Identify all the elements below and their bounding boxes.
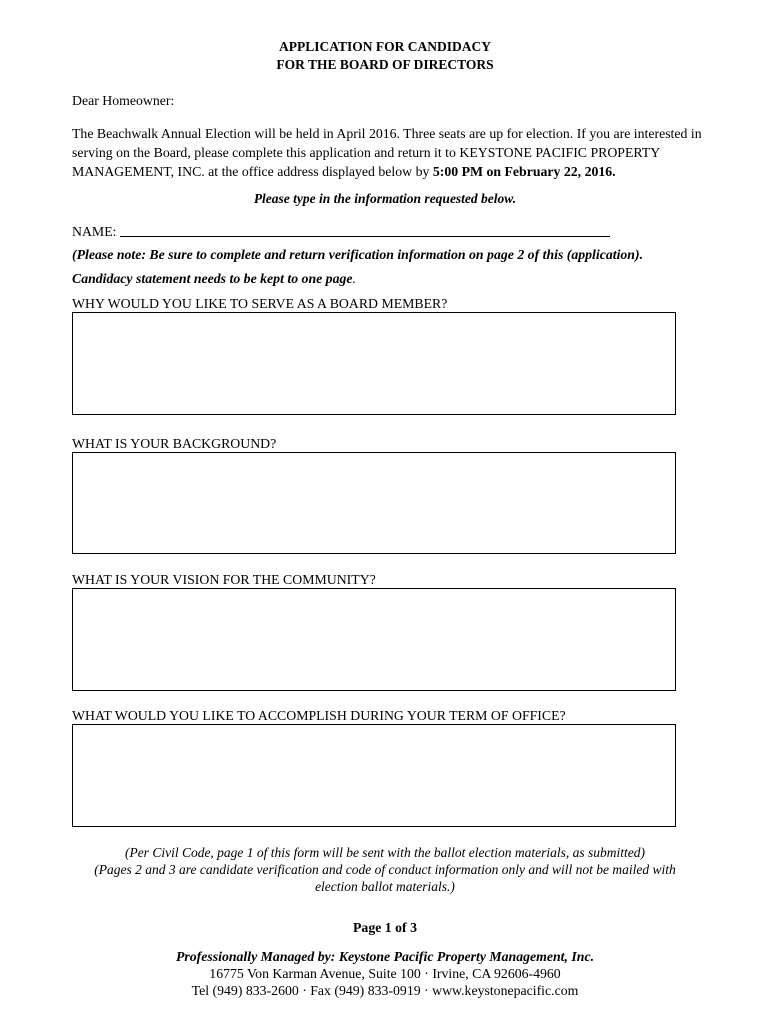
verification-note <box>72 247 643 263</box>
pages-note-continued: election ballot materials.) <box>315 879 455 894</box>
name-input[interactable] <box>120 222 610 237</box>
question-serve-label: WHY WOULD YOU LIKE TO SERVE AS A BOARD MEMBER? <box>72 296 448 311</box>
pages-note: (Pages 2 and 3 are candidate verification and code of conduct information only and will not be mailed with <box>94 862 676 877</box>
candidacy-note-period: . <box>352 271 356 286</box>
instruction-text: Please type in the information requested below. <box>253 191 517 206</box>
answer-serve-box[interactable] <box>72 312 676 415</box>
intro-paragraph <box>72 124 712 181</box>
form-title-line-1: APPLICATION FOR CANDIDACY <box>279 39 491 54</box>
question-vision-label: WHAT IS YOUR VISION FOR THE COMMUNITY? <box>72 572 376 587</box>
intro-text: The Beachwalk Annual Election will be held in April 2016. Three seats are up for election. If you are interested in serving on the Board, please complete this application and return it to KEYSTONE PACIFIC PROPERTY MANAGEMENT, INC. at the office address displayed below by <box>72 126 702 179</box>
question-background-label: WHAT IS YOUR BACKGROUND? <box>72 436 277 451</box>
form-title-line-2: FOR THE BOARD OF DIRECTORS <box>276 57 494 72</box>
question-accomplish-label: WHAT WOULD YOU LIKE TO ACCOMPLISH DURING YOUR TERM OF OFFICE? <box>72 708 566 723</box>
greeting: Dear Homeowner: <box>72 93 175 108</box>
civil-code-note: (Per Civil Code, page 1 of this form will be sent with the ballot election materials, as submitted) <box>124 845 646 860</box>
answer-accomplish-box[interactable] <box>72 724 676 827</box>
deadline-text: 5:00 PM on February 22, 2016. <box>432 164 616 179</box>
instruction <box>0 191 770 207</box>
management-contact: Tel (949) 833-2600 · Fax (949) 833-0919 · www.keystonepacific.com <box>191 983 579 998</box>
management-address: 16775 Von Karman Avenue, Suite 100 · Irvine, CA 92606-4960 <box>209 966 561 981</box>
candidacy-note <box>72 271 356 287</box>
page-number: Page 1 of 3 <box>353 920 417 935</box>
candidacy-note-text: Candidacy statement needs to be kept to one page <box>72 271 353 286</box>
answer-background-box[interactable] <box>72 452 676 554</box>
answer-vision-box[interactable] <box>72 588 676 691</box>
name-label: NAME: <box>72 224 117 239</box>
management-line: Professionally Managed by: Keystone Pacific Property Management, Inc. <box>175 949 595 964</box>
verification-note-text: (Please note: Be sure to complete and return verification information on page 2 of this (application). <box>72 247 644 262</box>
